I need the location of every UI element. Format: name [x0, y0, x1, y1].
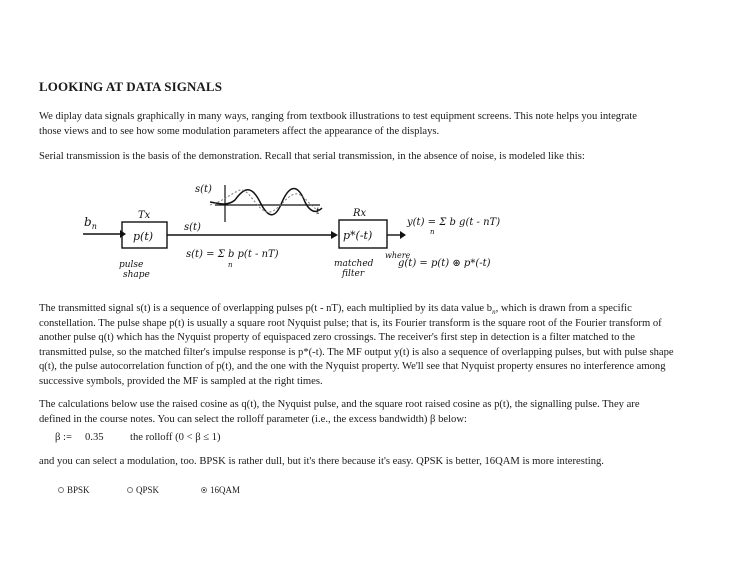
beta-input[interactable]: [85, 432, 123, 443]
radio-16qam[interactable]: [201, 485, 240, 495]
p3-line-4: transmitted pulse, so the matched filter's impulse response is p*(-t). The MF output y(t) is also a sequence of overlapping pulses, but with pulse shape: [39, 346, 674, 358]
signal-label: s(t): [184, 222, 201, 233]
intro-line-2: those views and to see how some modulation parameters affect the appearance of the displays.: [39, 125, 440, 137]
beta-label: β :=: [55, 432, 72, 443]
beta-description: the rolloff (0 < β ≤ 1): [130, 432, 221, 443]
g-equation: g(t) = p(t) ⊛ p*(-t): [398, 258, 491, 269]
tx-block-label: p(t): [133, 230, 154, 243]
radio-16qam-label: 16QAM: [210, 485, 241, 495]
calculations-paragraph: [39, 398, 717, 427]
rx-caption-2: filter: [342, 269, 365, 279]
tx-caption-2: shape: [123, 270, 150, 280]
output-equation-sub: n: [430, 228, 435, 236]
page-title: LOOKING AT DATA SIGNALS: [39, 79, 223, 94]
input-arrowhead: [120, 230, 126, 238]
radio-bpsk-circle[interactable]: [58, 487, 64, 493]
p3-line-5: q(t), the pulse autocorrelation function of p(t), and the one with the Nyquist property. We'll see that Nyquist property ensures no interference among: [39, 361, 666, 373]
output-arrowhead: [400, 231, 406, 239]
rx-caption-1: matched: [334, 259, 374, 269]
p3-line-3: another pulse q(t) which has the Nyquist property of equispaced zero crossings. The receiver's first step in detection is a filter matched to the: [39, 332, 635, 344]
serial-transmission-paragraph: Serial transmission is the basis of the demonstration. Recall that serial transmission, in the absence of noise, is modeled like this:: [39, 151, 585, 162]
p4-line-2: defined in the course notes. You can select the rolloff parameter (i.e., the excess bandwidth) β below:: [39, 413, 467, 425]
transmitted-signal-paragraph: [39, 302, 717, 390]
p3-line-6: successive symbols, provided the MF is sampled at the right times.: [39, 375, 323, 387]
tx-label: Tx: [138, 210, 151, 221]
where-label: where: [385, 251, 411, 260]
rx-block-label: p*(-t): [343, 229, 373, 242]
channel-arrowhead: [331, 231, 338, 239]
radio-bpsk[interactable]: [58, 485, 90, 495]
intro-line-1: We diplay data signals graphically in many ways, ranging from textbook illustrations to test equipment screens. This note helps you integrate: [39, 111, 637, 122]
tx-caption-1: pulse: [119, 260, 144, 270]
input-symbol: $b_n$: [84, 215, 97, 231]
intro-paragraph: [39, 110, 717, 139]
radio-qpsk-circle[interactable]: [127, 487, 133, 493]
radio-qpsk-label: QPSK: [136, 485, 160, 495]
signal-equation-sub: n: [228, 261, 233, 269]
radio-qpsk[interactable]: [127, 485, 159, 495]
signal-scope-sketch: [195, 184, 322, 222]
scope-label: s(t): [195, 184, 212, 195]
modulation-paragraph: and you can select a modulation, too. BPSK is rather dull, but it's there because it's easy. QPSK is better, 16QAM is more interesting.: [39, 456, 604, 467]
radio-16qam-circle[interactable]: [201, 487, 207, 493]
signal-equation: s(t) = Σ b p(t - nT): [186, 249, 279, 260]
output-equation: y(t) = Σ b g(t - nT): [407, 217, 501, 228]
rx-label: Rx: [353, 208, 367, 219]
scope-axis-label: t: [316, 207, 320, 217]
p3-line-1: The transmitted signal s(t) is a sequence of overlapping pulses p(t - nT), each multiplied by its data value $b_n$, which is drawn from a specific: [39, 303, 632, 316]
radio-bpsk-label: BPSK: [67, 485, 90, 495]
p4-line-1: The calculations below use the raised cosine as q(t), the Nyquist pulse, and the square root raised cosine as p(t), the signalling pulse. They are: [39, 399, 640, 410]
p3-line-2: constellation. The pulse shape p(t) is usually a square root Nyquist pulse; that is, its Fourier transform is the square root of the Fourier transform of: [39, 317, 662, 329]
transmission-diagram: [80, 180, 520, 290]
